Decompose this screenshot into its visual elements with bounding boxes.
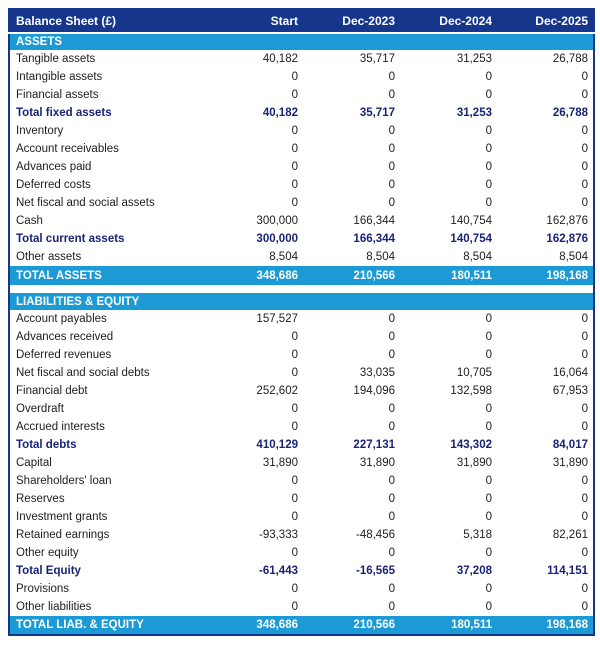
row-value: 8,504	[366, 251, 395, 263]
table-row-section	[9, 293, 594, 310]
row-value: 300,000	[256, 233, 298, 245]
row-value: 35,717	[359, 53, 395, 65]
row-value: 0	[388, 475, 395, 487]
row-value: 0	[485, 421, 492, 433]
row-value: 166,344	[353, 215, 395, 227]
row-label: Cash	[16, 215, 43, 227]
row-value: 67,953	[552, 385, 588, 397]
row-label: Deferred revenues	[16, 349, 112, 361]
spacer-cell	[9, 285, 594, 293]
row-value: 0	[388, 161, 395, 173]
row-label: Advances paid	[16, 161, 92, 173]
row-value: 348,686	[206, 616, 303, 635]
row-label: Retained earnings	[16, 529, 110, 541]
table-row-data	[9, 400, 594, 418]
row-value: 0	[388, 125, 395, 137]
row-value: 162,876	[546, 215, 588, 227]
table-row-data	[9, 508, 594, 526]
row-value: 26,788	[552, 107, 588, 119]
row-value: 0	[485, 601, 492, 613]
row-value: 0	[291, 179, 298, 191]
row-value: 31,890	[456, 457, 492, 469]
row-value: 0	[291, 71, 298, 83]
row-label: Deferred costs	[16, 179, 91, 191]
row-label: Net fiscal and social assets	[16, 197, 155, 209]
row-label: Provisions	[16, 583, 70, 595]
row-value: 0	[485, 349, 492, 361]
row-label: Intangible assets	[16, 71, 103, 83]
row-value: 132,598	[450, 385, 492, 397]
table-row-data	[9, 176, 594, 194]
row-label: Financial debt	[16, 385, 88, 397]
row-value: 300,000	[256, 215, 298, 227]
row-value: 166,344	[353, 233, 395, 245]
row-value: 0	[388, 421, 395, 433]
row-value: 410,129	[256, 439, 298, 451]
row-value: 0	[388, 547, 395, 559]
row-value: 210,566	[303, 616, 400, 635]
row-value: 0	[291, 583, 298, 595]
row-value: 0	[485, 583, 492, 595]
row-value: 16,064	[552, 367, 588, 379]
row-value: 157,527	[256, 313, 298, 325]
row-value: 0	[581, 511, 588, 523]
row-value: 198,168	[497, 266, 594, 285]
row-value: 0	[581, 493, 588, 505]
row-value: 0	[485, 547, 492, 559]
row-value: 0	[291, 349, 298, 361]
row-value: 35,717	[359, 107, 395, 119]
row-value: 0	[291, 89, 298, 101]
row-value: 0	[388, 143, 395, 155]
row-label: Other equity	[16, 547, 79, 559]
row-value: 0	[291, 511, 298, 523]
row-value: 0	[485, 493, 492, 505]
table-row-data	[9, 472, 594, 490]
row-value: 26,788	[552, 53, 588, 65]
row-label: Total fixed assets	[16, 107, 112, 119]
row-value: 0	[388, 349, 395, 361]
row-value: 0	[581, 475, 588, 487]
row-value: 0	[291, 475, 298, 487]
balance-sheet-table	[8, 8, 595, 636]
row-value: -61,443	[258, 565, 298, 577]
row-value: 0	[388, 313, 395, 325]
row-value: 0	[291, 403, 298, 415]
table-row-data	[9, 328, 594, 346]
row-value: 0	[485, 71, 492, 83]
row-value: 8,504	[269, 251, 298, 263]
column-header-start: Start	[206, 9, 303, 33]
row-value: 8,504	[559, 251, 588, 263]
row-value: 0	[388, 511, 395, 523]
spacer-row	[9, 285, 594, 293]
row-value: 0	[485, 197, 492, 209]
row-value: 0	[388, 403, 395, 415]
row-value: 140,754	[450, 215, 492, 227]
row-value: 0	[291, 143, 298, 155]
row-value: 210,566	[303, 266, 400, 285]
row-value: 0	[581, 71, 588, 83]
table-row-data	[9, 194, 594, 212]
row-label: Capital	[16, 457, 52, 469]
row-value: 0	[388, 583, 395, 595]
row-value: 0	[291, 331, 298, 343]
row-value: 0	[485, 179, 492, 191]
table-row-data	[9, 310, 594, 328]
row-value: 0	[485, 161, 492, 173]
table-row-data	[9, 346, 594, 364]
row-value: 0	[291, 493, 298, 505]
row-value: 114,151	[547, 565, 588, 577]
row-label: Inventory	[16, 125, 64, 137]
row-value: 0	[581, 179, 588, 191]
row-label: Accrued interests	[16, 421, 105, 433]
section-header-label: LIABILITIES & EQUITY	[9, 293, 594, 310]
table-row-data	[9, 490, 594, 508]
row-value: 0	[485, 475, 492, 487]
row-value: 0	[388, 71, 395, 83]
row-label: Total debts	[16, 439, 77, 451]
column-header-dec-2024: Dec-2024	[400, 9, 497, 33]
table-row-data	[9, 122, 594, 140]
row-label: Overdraft	[16, 403, 64, 415]
table-row-data	[9, 158, 594, 176]
table-row-data	[9, 50, 594, 68]
column-header-dec-2025: Dec-2025	[497, 9, 594, 33]
row-value: 33,035	[359, 367, 395, 379]
row-value: 0	[388, 179, 395, 191]
row-value: 0	[388, 89, 395, 101]
row-label: Reserves	[16, 493, 65, 505]
row-value: 0	[485, 143, 492, 155]
table-row-subtotal	[9, 230, 594, 248]
table-row-data	[9, 248, 594, 266]
row-value: 0	[581, 547, 588, 559]
table-row-subtotal	[9, 104, 594, 122]
row-value: 0	[291, 601, 298, 613]
row-label: Total current assets	[16, 233, 125, 245]
table-row-section	[9, 33, 594, 50]
row-label: Advances received	[16, 331, 114, 343]
row-value: 0	[581, 601, 588, 613]
row-value: 0	[485, 331, 492, 343]
row-value: -93,333	[258, 529, 298, 541]
table-row-data	[9, 68, 594, 86]
row-value: 10,705	[456, 367, 492, 379]
row-value: 140,754	[450, 233, 492, 245]
table-row-subtotal	[9, 562, 594, 580]
row-value: 0	[388, 493, 395, 505]
row-label: Tangible assets	[16, 53, 96, 65]
row-value: 0	[291, 125, 298, 137]
row-value: 194,096	[353, 385, 395, 397]
row-label: Shareholders' loan	[16, 475, 112, 487]
balance-sheet-body	[9, 33, 594, 635]
row-value: 31,253	[456, 53, 492, 65]
row-label: Net fiscal and social debts	[16, 367, 150, 379]
row-value: 143,302	[450, 439, 492, 451]
row-value: 0	[291, 367, 298, 379]
row-value: 0	[388, 197, 395, 209]
row-value: 0	[291, 547, 298, 559]
row-label: Investment grants	[16, 511, 108, 523]
row-value: 0	[388, 331, 395, 343]
row-value: 0	[581, 331, 588, 343]
row-value: 252,602	[256, 385, 298, 397]
row-value: 40,182	[262, 53, 298, 65]
row-value: 0	[581, 197, 588, 209]
row-label: Total Equity	[16, 565, 81, 577]
row-value: 198,168	[497, 616, 594, 635]
row-value: 180,511	[400, 266, 497, 285]
row-value: 0	[581, 313, 588, 325]
row-value: 180,511	[400, 616, 497, 635]
row-value: 0	[291, 161, 298, 173]
row-value: 8,504	[463, 251, 492, 263]
row-value: 0	[291, 197, 298, 209]
row-value: 0	[485, 125, 492, 137]
row-value: 84,017	[552, 439, 588, 451]
row-label: Other liabilities	[16, 601, 92, 613]
row-label: Financial assets	[16, 89, 99, 101]
row-label: TOTAL ASSETS	[9, 266, 206, 285]
table-row-data	[9, 86, 594, 104]
row-label: Account receivables	[16, 143, 119, 155]
table-row-grand	[9, 616, 594, 635]
row-value: 0	[485, 89, 492, 101]
row-value: 0	[485, 403, 492, 415]
row-value: 0	[291, 421, 298, 433]
row-label: TOTAL LIAB. & EQUITY	[9, 616, 206, 635]
row-label: Account payables	[16, 313, 107, 325]
table-row-data	[9, 364, 594, 382]
row-value: 0	[581, 349, 588, 361]
row-value: 0	[581, 583, 588, 595]
table-row-data	[9, 526, 594, 544]
table-row-data	[9, 382, 594, 400]
row-value: 31,253	[456, 107, 492, 119]
row-value: 227,131	[353, 439, 395, 451]
row-value: 31,890	[552, 457, 588, 469]
table-row-data	[9, 140, 594, 158]
table-row-data	[9, 598, 594, 616]
row-value: 0	[581, 143, 588, 155]
row-value: 0	[581, 125, 588, 137]
table-row-data	[9, 212, 594, 230]
row-value: 0	[485, 313, 492, 325]
row-value: 0	[581, 403, 588, 415]
row-value: 31,890	[359, 457, 395, 469]
table-row-data	[9, 544, 594, 562]
row-value: 31,890	[262, 457, 298, 469]
row-value: 0	[485, 511, 492, 523]
row-value: 82,261	[552, 529, 588, 541]
table-row-data	[9, 454, 594, 472]
section-header-label: ASSETS	[9, 33, 594, 50]
table-row-data	[9, 418, 594, 436]
row-value: 0	[581, 421, 588, 433]
row-value: 37,208	[456, 565, 492, 577]
row-value: 0	[388, 601, 395, 613]
row-value: 5,318	[463, 529, 492, 541]
row-value: 162,876	[546, 233, 588, 245]
row-value: 0	[581, 161, 588, 173]
column-header-dec-2023: Dec-2023	[303, 9, 400, 33]
row-label: Other assets	[16, 251, 82, 263]
table-title: Balance Sheet (£)	[9, 9, 206, 33]
row-value: 40,182	[262, 107, 298, 119]
table-row-grand	[9, 266, 594, 285]
row-value: -16,565	[355, 565, 395, 577]
row-value: 0	[581, 89, 588, 101]
table-header-row	[9, 9, 594, 33]
table-row-subtotal	[9, 436, 594, 454]
row-value: 348,686	[206, 266, 303, 285]
row-value: -48,456	[355, 529, 395, 541]
table-row-data	[9, 580, 594, 598]
